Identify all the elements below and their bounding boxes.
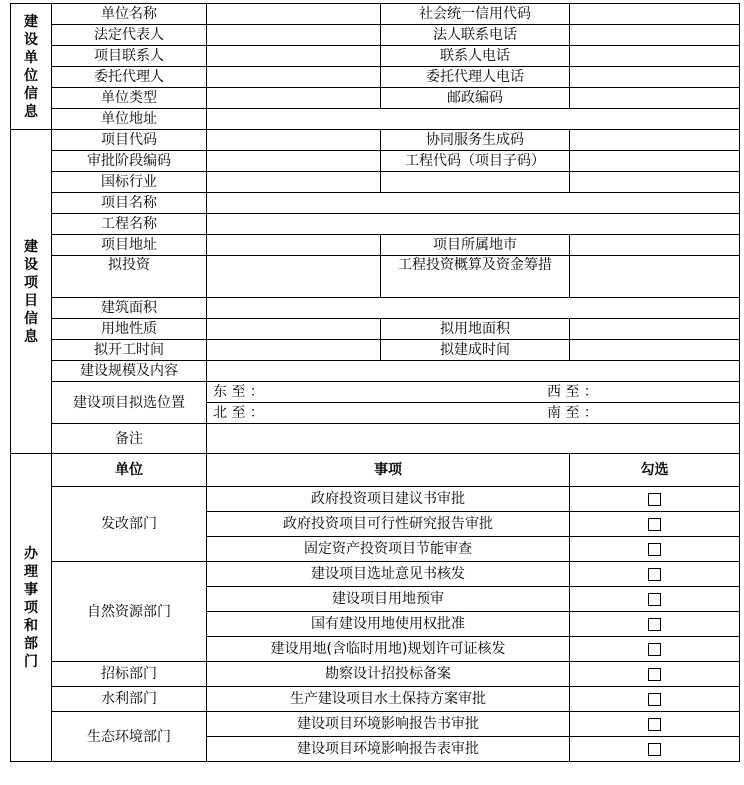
field-label: 委托代理人电话 — [381, 67, 570, 88]
field-value[interactable] — [207, 88, 381, 109]
field-value[interactable] — [207, 130, 381, 151]
field-value[interactable] — [207, 298, 740, 319]
field-label: 拟投资 — [52, 256, 207, 298]
table-row — [11, 687, 740, 712]
field-label: 工程投资概算及资金筹措 — [381, 256, 570, 298]
field-value[interactable] — [207, 214, 740, 235]
table-row — [11, 712, 740, 737]
field-value[interactable] — [570, 172, 740, 193]
field-value[interactable] — [207, 109, 740, 130]
location-east-west[interactable] — [207, 382, 740, 403]
location-north-south[interactable] — [207, 403, 740, 424]
item-cell: 国有建设用地使用权批准 — [207, 612, 570, 637]
north-label: 北 至 ： — [213, 405, 264, 421]
checkbox-icon[interactable] — [648, 568, 661, 581]
check-cell[interactable] — [570, 537, 740, 562]
field-value[interactable] — [570, 319, 740, 340]
table-row — [11, 130, 740, 151]
field-label: 协同服务生成码 — [381, 130, 570, 151]
table-row — [11, 172, 740, 193]
item-cell: 建设项目环境影响报告书审批 — [207, 712, 570, 737]
table-row — [11, 235, 740, 256]
field-value[interactable] — [207, 67, 381, 88]
field-label: 委托代理人 — [52, 67, 207, 88]
check-cell[interactable] — [570, 637, 740, 662]
field-value[interactable] — [570, 88, 740, 109]
item-cell: 固定资产投资项目节能审查 — [207, 537, 570, 562]
checkbox-icon[interactable] — [648, 518, 661, 531]
table-row — [11, 109, 740, 130]
field-label: 用地性质 — [52, 319, 207, 340]
dept-cell: 自然资源部门 — [52, 562, 207, 662]
field-label: 备注 — [52, 424, 207, 454]
field-label: 单位地址 — [52, 109, 207, 130]
field-label: 项目地址 — [52, 235, 207, 256]
dept-cell: 生态环境部门 — [52, 712, 207, 762]
table-row — [11, 454, 740, 487]
field-label: 拟开工时间 — [52, 340, 207, 361]
field-label: 单位类型 — [52, 88, 207, 109]
field-value[interactable] — [207, 319, 381, 340]
field-value[interactable] — [570, 130, 740, 151]
field-label: 法人联系电话 — [381, 25, 570, 46]
field-value[interactable] — [207, 151, 381, 172]
checkbox-icon[interactable] — [648, 593, 661, 606]
item-cell: 勘察设计招投标备案 — [207, 662, 570, 687]
field-label: 项目代码 — [52, 130, 207, 151]
field-label: 建设规模及内容 — [52, 361, 207, 382]
field-label: 审批阶段编码 — [52, 151, 207, 172]
item-cell: 建设项目用地预审 — [207, 587, 570, 612]
field-label: 建设项目拟选位置 — [52, 382, 207, 424]
field-value[interactable] — [207, 361, 740, 382]
check-cell[interactable] — [570, 687, 740, 712]
column-header-unit: 单位 — [52, 454, 207, 487]
field-value[interactable] — [207, 193, 740, 214]
field-label: 工程名称 — [52, 214, 207, 235]
field-value[interactable] — [207, 25, 381, 46]
checkbox-icon[interactable] — [648, 493, 661, 506]
check-cell[interactable] — [570, 487, 740, 512]
field-value[interactable] — [570, 67, 740, 88]
check-cell[interactable] — [570, 662, 740, 687]
field-label: 拟建成时间 — [381, 340, 570, 361]
field-value[interactable] — [207, 172, 381, 193]
checkbox-icon[interactable] — [648, 743, 661, 756]
application-form-table — [10, 3, 740, 762]
field-value[interactable] — [570, 340, 740, 361]
table-row — [11, 46, 740, 67]
field-label: 联系人电话 — [381, 46, 570, 67]
item-cell: 生产建设项目水土保持方案审批 — [207, 687, 570, 712]
field-label: 社会统一信用代码 — [381, 4, 570, 25]
table-row — [11, 487, 740, 512]
dept-cell: 招标部门 — [52, 662, 207, 687]
item-cell: 建设项目环境影响报告表审批 — [207, 737, 570, 762]
table-row — [11, 662, 740, 687]
column-header-check: 勾选 — [570, 454, 740, 487]
section-title-project-info: 建设项目信息 — [11, 130, 52, 454]
field-label: 项目名称 — [52, 193, 207, 214]
dept-cell: 发改部门 — [52, 487, 207, 562]
column-header-item: 事项 — [207, 454, 570, 487]
table-row — [11, 382, 740, 403]
checkbox-icon[interactable] — [648, 668, 661, 681]
check-cell[interactable] — [570, 737, 740, 762]
east-label: 东 至 ： — [213, 384, 264, 400]
south-label: 南 至 ： — [547, 405, 598, 421]
field-label: 工程代码（项目子码） — [381, 151, 570, 172]
checkbox-icon[interactable] — [648, 543, 661, 556]
table-row — [11, 298, 740, 319]
table-row — [11, 151, 740, 172]
check-cell[interactable] — [570, 612, 740, 637]
field-value[interactable] — [207, 340, 381, 361]
field-value[interactable] — [207, 235, 381, 256]
field-label: 单位名称 — [52, 4, 207, 25]
field-value[interactable] — [207, 424, 740, 454]
item-cell: 建设项目选址意见书核发 — [207, 562, 570, 587]
table-row — [11, 256, 740, 298]
item-cell: 政府投资项目可行性研究报告审批 — [207, 512, 570, 537]
item-cell: 政府投资项目建议书审批 — [207, 487, 570, 512]
table-row — [11, 562, 740, 587]
table-row — [11, 340, 740, 361]
field-label: 邮政编码 — [381, 88, 570, 109]
table-row — [11, 67, 740, 88]
field-label: 项目所属地市 — [381, 235, 570, 256]
section-title-matters-departments: 办理事项和部门 — [11, 454, 52, 762]
field-value[interactable] — [381, 172, 570, 193]
field-value[interactable] — [570, 235, 740, 256]
checkbox-icon[interactable] — [648, 693, 661, 706]
check-cell[interactable] — [570, 512, 740, 537]
field-value[interactable] — [207, 46, 381, 67]
field-label: 拟用地面积 — [381, 319, 570, 340]
field-value[interactable] — [570, 4, 740, 25]
field-label: 项目联系人 — [52, 46, 207, 67]
field-label: 国标行业 — [52, 172, 207, 193]
section-title-unit-info: 建设单位信息 — [11, 4, 52, 130]
table-row — [11, 25, 740, 46]
table-row — [11, 319, 740, 340]
checkbox-icon[interactable] — [648, 718, 661, 731]
table-row — [11, 361, 740, 382]
field-value[interactable] — [207, 256, 381, 298]
checkbox-icon[interactable] — [648, 643, 661, 656]
field-value[interactable] — [570, 25, 740, 46]
check-cell[interactable] — [570, 712, 740, 737]
field-value[interactable] — [570, 256, 740, 298]
check-cell[interactable] — [570, 562, 740, 587]
field-value[interactable] — [570, 151, 740, 172]
item-cell: 建设用地(含临时用地)规划许可证核发 — [207, 637, 570, 662]
table-row — [11, 88, 740, 109]
dept-cell: 水利部门 — [52, 687, 207, 712]
west-label: 西 至 ： — [547, 384, 598, 400]
table-row — [11, 4, 740, 25]
field-label: 建筑面积 — [52, 298, 207, 319]
table-row — [11, 214, 740, 235]
field-value[interactable] — [570, 46, 740, 67]
field-label: 法定代表人 — [52, 25, 207, 46]
checkbox-icon[interactable] — [648, 618, 661, 631]
check-cell[interactable] — [570, 587, 740, 612]
table-row — [11, 193, 740, 214]
table-row — [11, 424, 740, 454]
field-value[interactable] — [207, 4, 381, 25]
